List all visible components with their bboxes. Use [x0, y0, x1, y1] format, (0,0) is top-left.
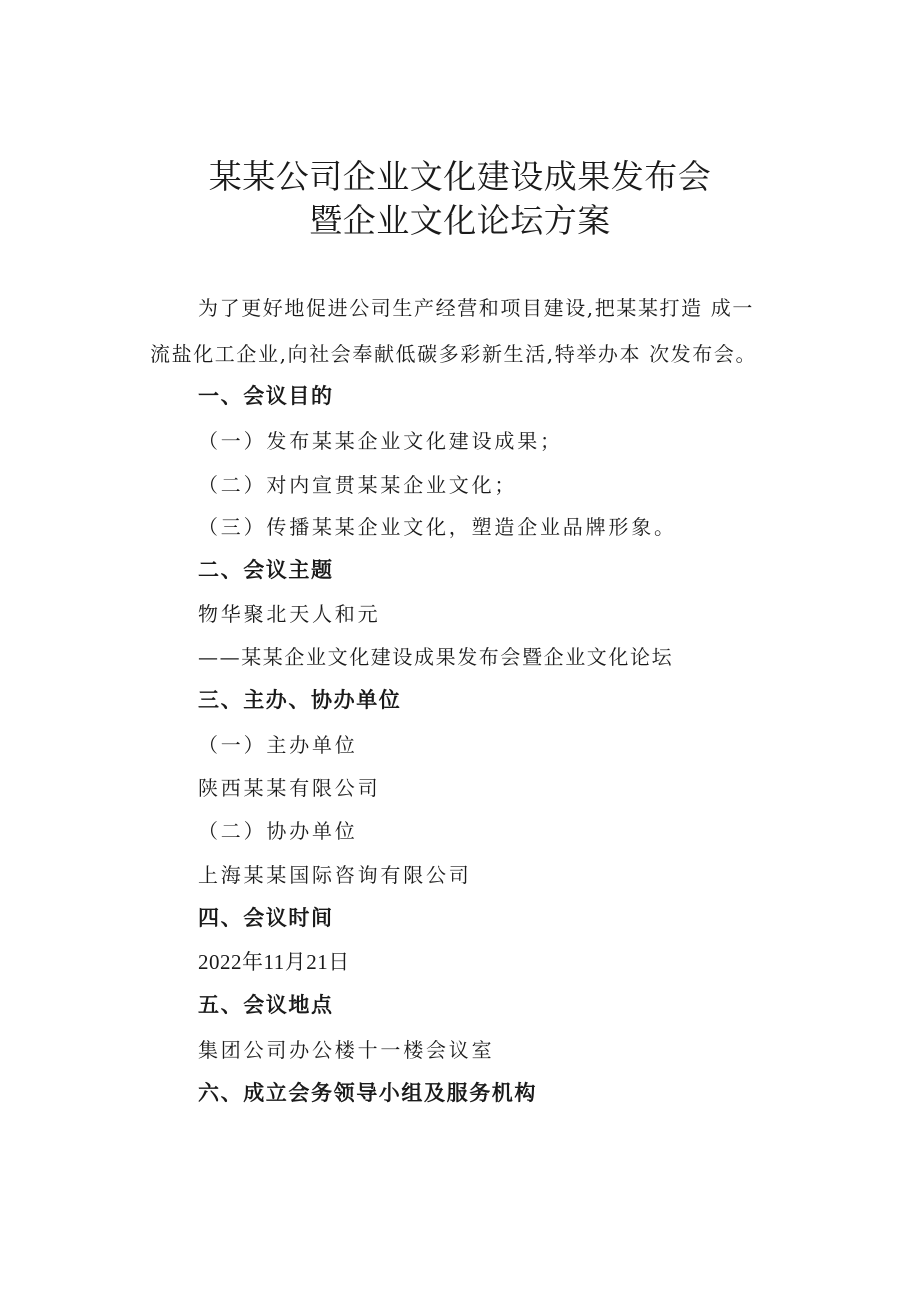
- purpose-item-2: （二）对内宣贯某某企业文化；: [198, 473, 518, 497]
- section-heading-purpose: 一、会议目的: [198, 384, 334, 408]
- document-title-line-2: 暨企业文化论坛方案: [309, 201, 611, 240]
- purpose-item-3: （三）传播某某企业文化，塑造企业品牌形象。: [198, 515, 677, 539]
- co-host-name: 上海某某国际咨询有限公司: [198, 863, 472, 887]
- purpose-item-1: （一）发布某某企业文化建设成果；: [198, 429, 563, 453]
- section-heading-organizers: 三、主办、协办单位: [198, 688, 402, 712]
- intro-paragraph-line-1: 为了更好地促进公司生产经营和项目建设,把某某打造 成一: [198, 296, 754, 320]
- section-heading-location: 五、会议地点: [198, 993, 334, 1017]
- meeting-location: 集团公司办公楼十一楼会议室: [198, 1038, 495, 1062]
- section-heading-theme: 二、会议主题: [198, 558, 334, 582]
- host-label: （一）主办单位: [198, 733, 358, 757]
- host-name: 陕西某某有限公司: [198, 776, 381, 800]
- document-title-line-1: 某某公司企业文化建设成果发布会: [208, 157, 712, 196]
- intro-paragraph-line-2: 流盐化工企业,向社会奉献低碳多彩新生活,特举办本 次发布会。: [150, 342, 758, 366]
- section-heading-time: 四、会议时间: [198, 906, 334, 930]
- theme-text: 物华聚北天人和元: [198, 602, 381, 626]
- section-heading-organization: 六、成立会务领导小组及服务机构: [198, 1081, 537, 1105]
- meeting-date: 2022年11月21日: [198, 950, 350, 974]
- co-host-label: （二）协办单位: [198, 819, 358, 843]
- theme-subtitle: ——某某企业文化建设成果发布会暨企业文化论坛: [198, 645, 674, 669]
